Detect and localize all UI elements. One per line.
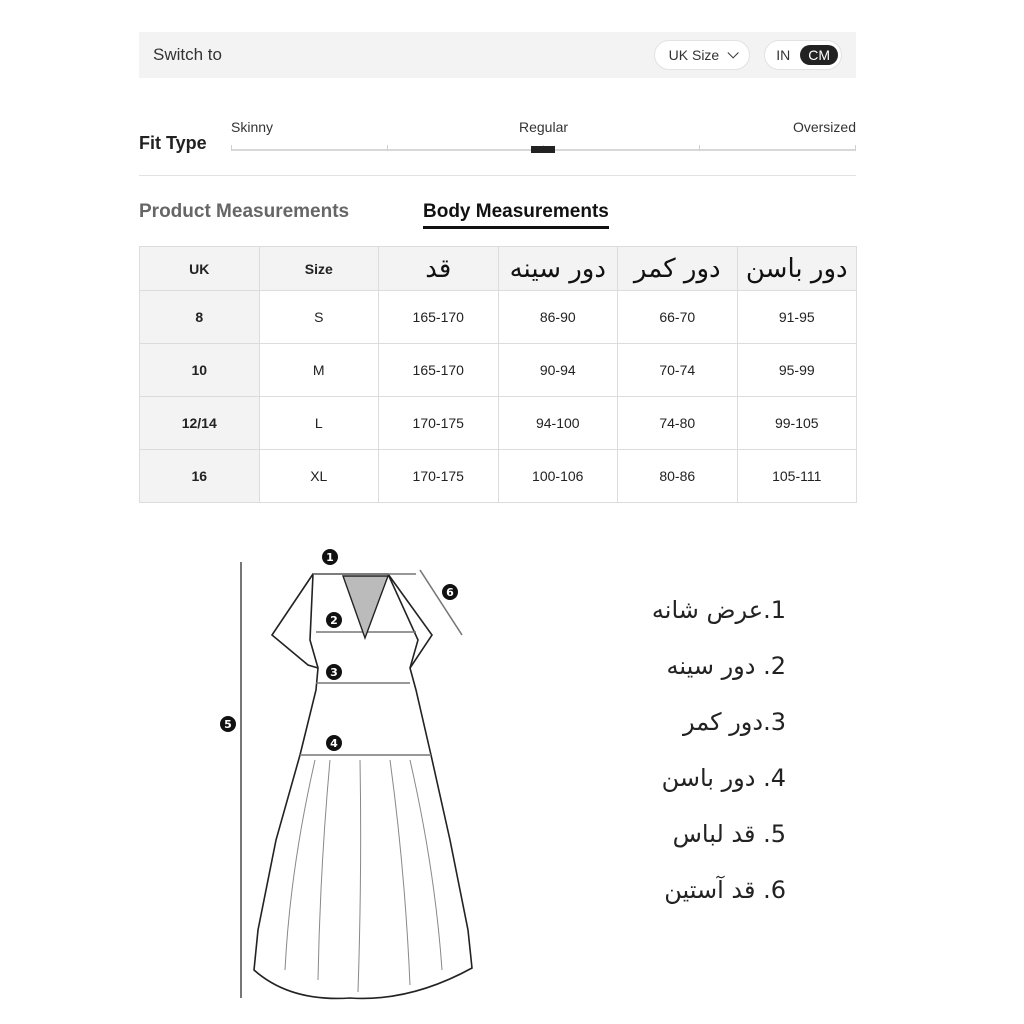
table-cell: 10 [140, 344, 260, 397]
unit-toggle [764, 40, 842, 70]
legend-item-bust: 2. دور سینه [666, 652, 786, 680]
table-row [140, 291, 857, 344]
fit-scale-tick [231, 145, 232, 151]
fit-scale-tick [699, 145, 700, 151]
fit-scale-tick [855, 145, 856, 151]
fit-option-regular: Regular [519, 119, 569, 135]
table-cell: 90-94 [498, 344, 618, 397]
table-cell: L [259, 397, 379, 450]
unit-cm-option[interactable]: CM [800, 45, 838, 65]
tab-product-measurements[interactable]: Product Measurements [139, 201, 350, 222]
tab-body-measurements[interactable]: Body Measurements [423, 201, 609, 229]
section-divider [139, 175, 856, 176]
dress-measurement-diagram [210, 540, 490, 1010]
fit-type-title: Fit Type [139, 133, 207, 153]
table-cell: 91-95 [737, 291, 857, 344]
table-cell: 105-111 [737, 450, 857, 503]
legend-item-hip: 4. دور باسن [661, 764, 786, 792]
column-header-height: قد [379, 247, 499, 291]
table-cell: 16 [140, 450, 260, 503]
fit-scale-tick [387, 145, 388, 151]
marker-1-label: 1 [326, 551, 334, 564]
legend-item-waist: 3.دور کمر [683, 708, 786, 736]
chevron-down-icon [728, 47, 739, 58]
measurement-legend [652, 588, 786, 924]
table-cell: 12/14 [140, 397, 260, 450]
column-header-waist: دور کمر [618, 247, 738, 291]
size-system-dropdown[interactable] [654, 40, 751, 70]
column-header-hip: دور باسن [737, 247, 857, 291]
marker-2-label: 2 [330, 614, 338, 627]
switch-to-label: Switch to [153, 45, 222, 64]
table-cell: 70-74 [618, 344, 738, 397]
table-cell: 99-105 [737, 397, 857, 450]
table-cell: 66-70 [618, 291, 738, 344]
fit-option-skinny: Skinny [231, 119, 274, 135]
table-row [140, 450, 857, 503]
table-cell: 94-100 [498, 397, 618, 450]
legend-item-dress-length: 5. قد لباس [672, 820, 786, 848]
unit-switch-bar [139, 32, 856, 78]
column-header-bust: دور سینه [498, 247, 618, 291]
table-cell: 80-86 [618, 450, 738, 503]
table-cell: 86-90 [498, 291, 618, 344]
column-header-uk: UK [140, 247, 260, 291]
fit-type-scale [231, 119, 856, 159]
legend-item-sleeve-length: 6. قد آستین [664, 876, 786, 904]
table-cell: 170-175 [379, 397, 499, 450]
table-row [140, 397, 857, 450]
unit-in-option[interactable]: IN [776, 47, 791, 63]
table-cell: 95-99 [737, 344, 857, 397]
marker-4-label: 4 [330, 737, 338, 750]
table-cell: S [259, 291, 379, 344]
legend-item-shoulder: 1.عرض شانه [651, 596, 786, 624]
marker-5-label: 5 [224, 718, 232, 731]
table-header-row [140, 247, 857, 291]
marker-3-label: 3 [330, 666, 338, 679]
marker-6-label: 6 [446, 586, 454, 599]
table-cell: XL [259, 450, 379, 503]
table-cell: 165-170 [379, 344, 499, 397]
table-cell: 8 [140, 291, 260, 344]
column-header-size: Size [259, 247, 379, 291]
table-cell: 100-106 [498, 450, 618, 503]
size-chart-table [139, 246, 857, 503]
table-cell: 170-175 [379, 450, 499, 503]
table-row [140, 344, 857, 397]
fit-selected-marker [531, 146, 555, 153]
size-system-value: UK Size [668, 47, 720, 63]
table-cell: 74-80 [618, 397, 738, 450]
fit-option-oversized: Oversized [792, 119, 856, 135]
table-cell: 165-170 [379, 291, 499, 344]
table-cell: M [259, 344, 379, 397]
